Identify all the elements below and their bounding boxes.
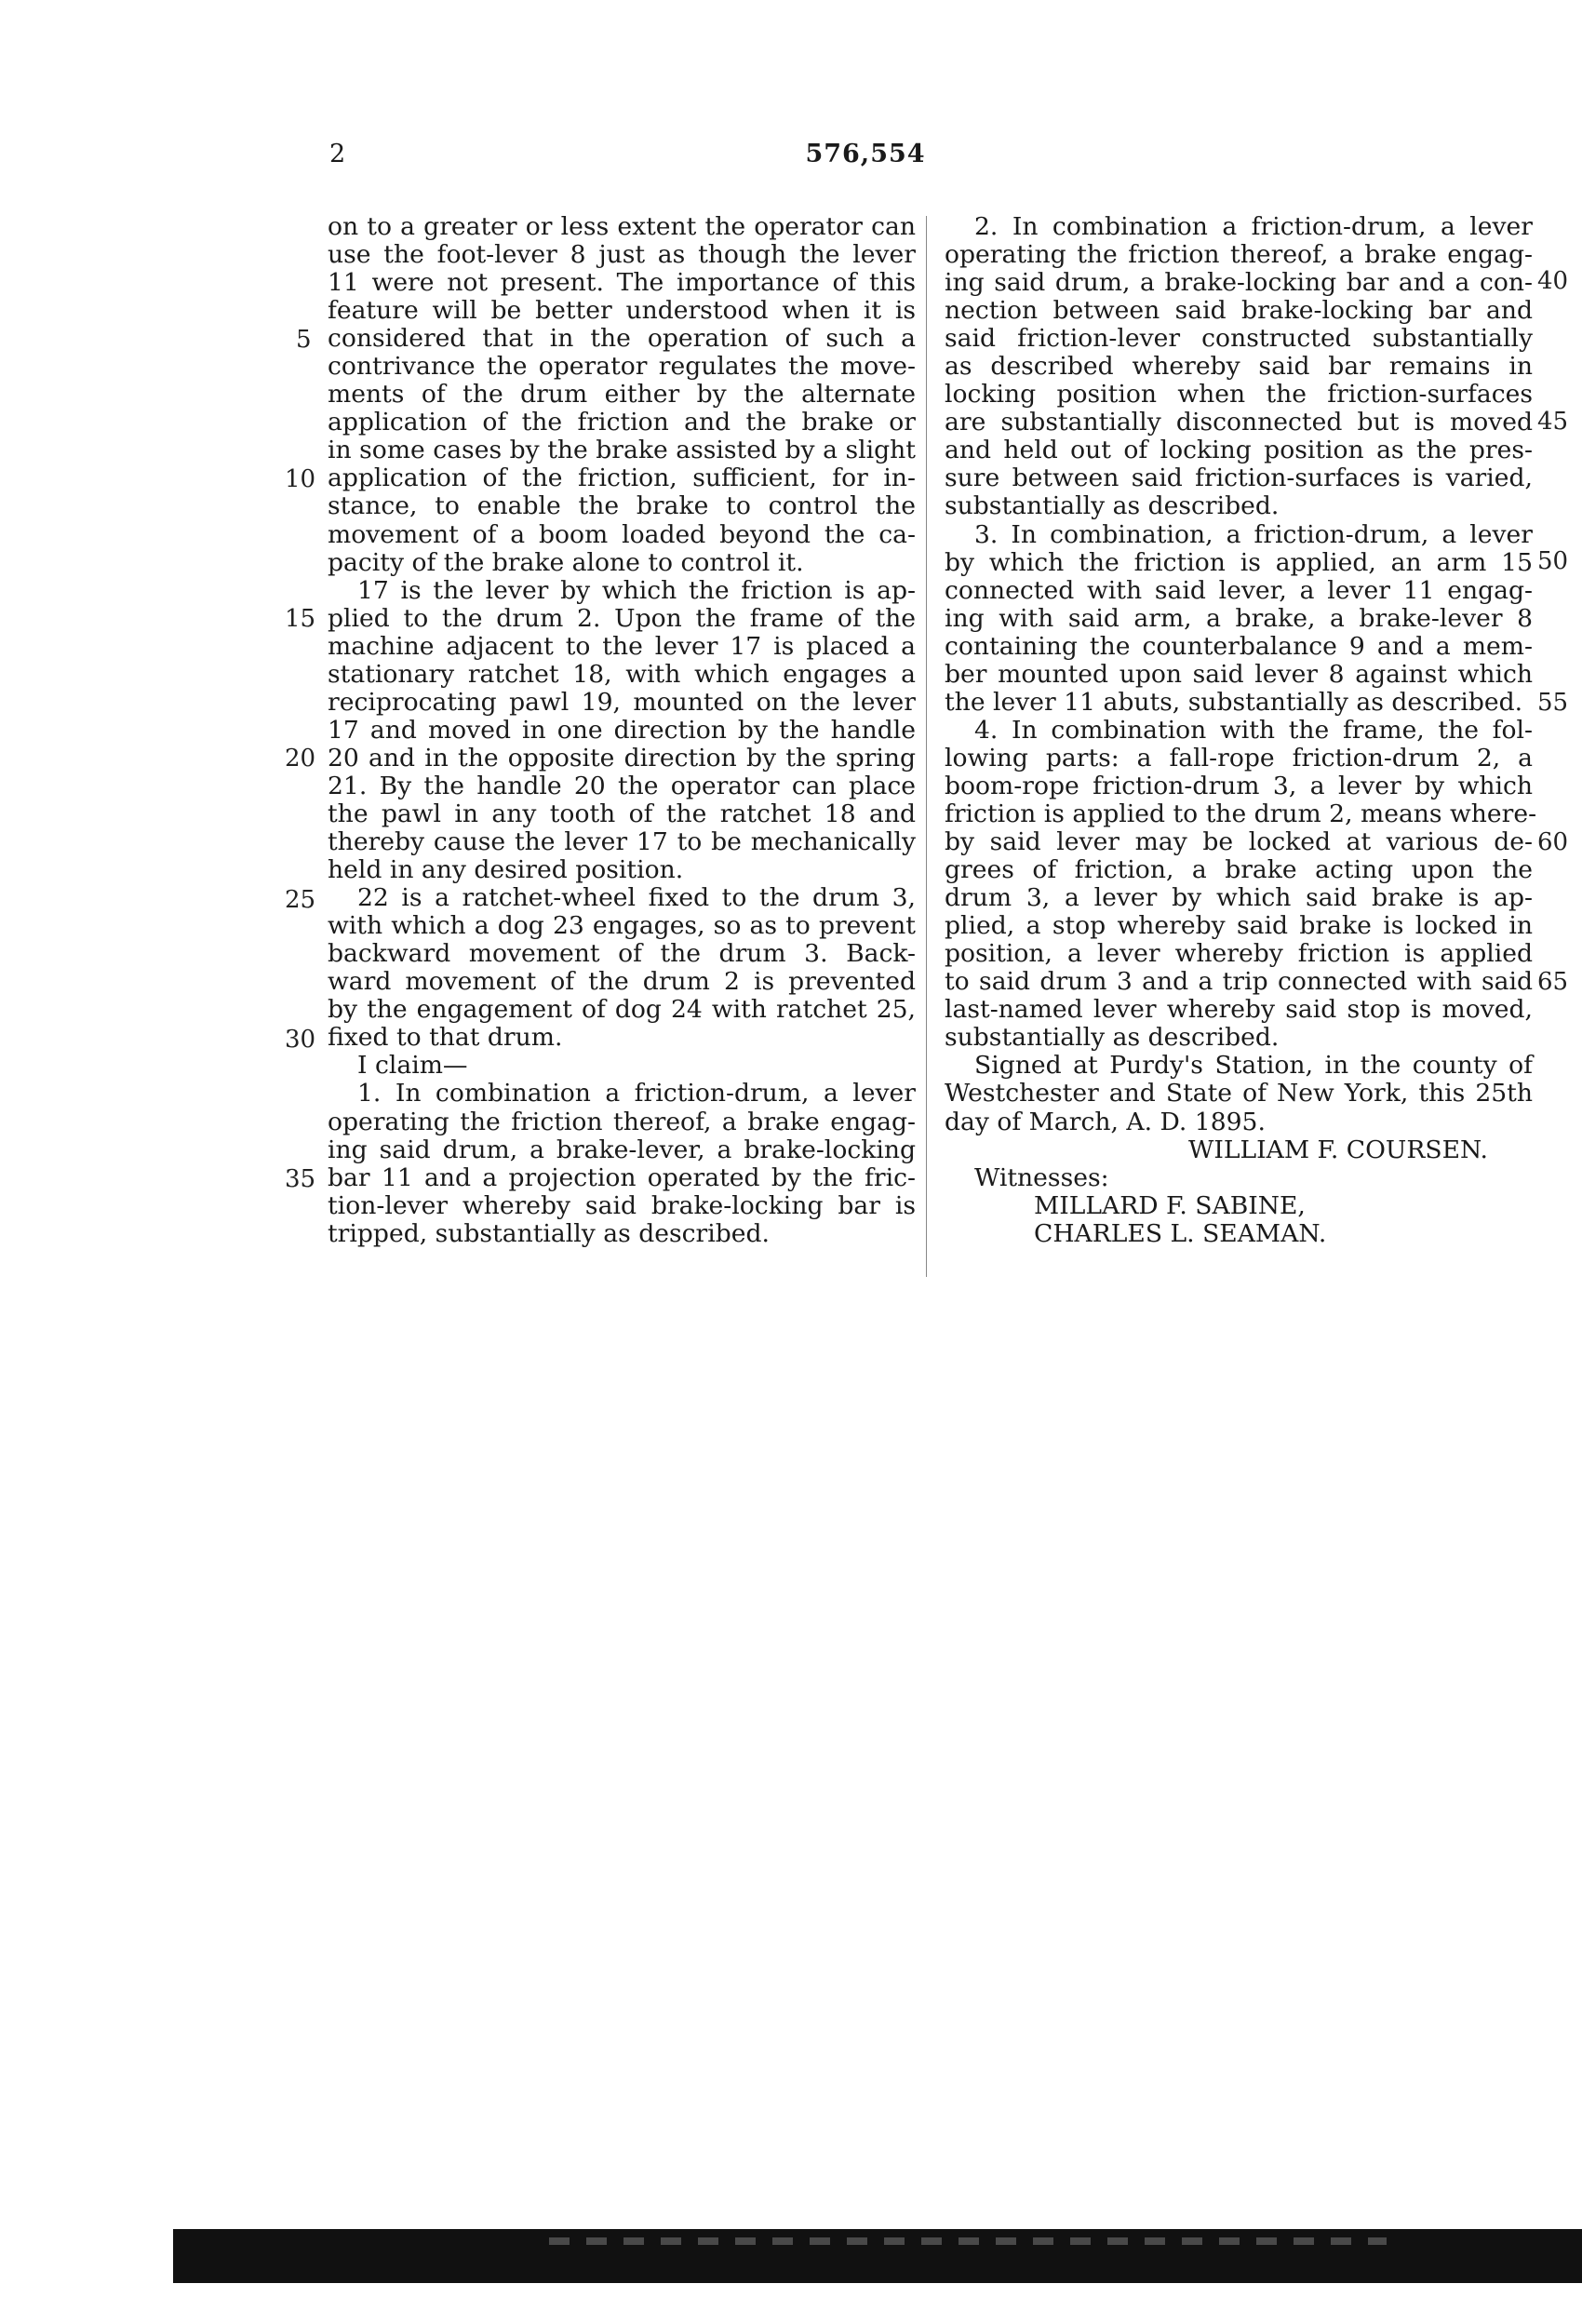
text-line: day of March, A. D. 1895. bbox=[945, 1107, 1266, 1136]
text-line: by which the friction is applied, an arm 15 bbox=[945, 547, 1533, 577]
text-line: use the foot-lever 8 just as though the lever bbox=[328, 240, 916, 270]
witnesses-label: Witnesses: bbox=[974, 1162, 1109, 1192]
line-number: 60 bbox=[1537, 828, 1569, 856]
text-line: position, a lever whereby friction is applied bbox=[945, 939, 1533, 969]
text-line: ing said drum, a brake-lever, a brake-locking bbox=[328, 1135, 916, 1164]
text-line: to said drum 3 and a trip connected with said bbox=[945, 967, 1533, 997]
text-line: as described whereby said bar remains in bbox=[945, 352, 1533, 382]
text-line: reciprocating pawl 19, mounted on the lever bbox=[328, 687, 916, 717]
text-line: 2. In combination a friction-drum, a lever bbox=[974, 212, 1533, 241]
text-line: 11 were not present. The importance of this bbox=[328, 268, 916, 298]
text-line: movement of a boom loaded beyond the ca- bbox=[328, 519, 916, 549]
text-line: nection between said brake-locking bar and bbox=[945, 296, 1533, 326]
text-line: last-named lever whereby said stop is moved, bbox=[945, 995, 1533, 1025]
text-line: ber mounted upon said lever 8 against which bbox=[945, 659, 1533, 689]
text-line: sure between said friction-surfaces is varied, bbox=[945, 463, 1533, 493]
line-number: 65 bbox=[1537, 968, 1569, 996]
text-line: connected with said lever, a lever 11 engag- bbox=[945, 575, 1533, 605]
text-line: Signed at Purdy's Station, in the county of bbox=[974, 1051, 1533, 1081]
text-line: and held out of locking position as the pres- bbox=[945, 436, 1533, 465]
text-line: the pawl in any tooth of the ratchet 18 and bbox=[328, 799, 916, 828]
text-line: bar 11 and a projection operated by the fric- bbox=[328, 1162, 916, 1192]
text-line: are substantially disconnected but is moved bbox=[945, 408, 1533, 437]
text-line: 17 and moved in one direction by the handle bbox=[328, 715, 916, 745]
text-line: ing with said arm, a brake, a brake-lever 8 bbox=[945, 603, 1533, 633]
text-line: 1. In combination a friction-drum, a lever bbox=[357, 1079, 916, 1108]
text-line: backward movement of the drum 3. Back- bbox=[328, 939, 916, 969]
text-line: 17 is the lever by which the friction is ap- bbox=[357, 575, 916, 605]
text-line: contrivance the operator regulates the move- bbox=[328, 352, 916, 382]
text-line: 20 and in the opposite direction by the spring bbox=[328, 743, 916, 772]
line-number: 20 bbox=[285, 745, 316, 772]
text-line: stationary ratchet 18, with which engages a bbox=[328, 659, 916, 689]
text-line: ments of the drum either by the alternate bbox=[328, 380, 916, 410]
text-line: pacity of the brake alone to control it. bbox=[328, 547, 804, 577]
text-line: by said lever may be locked at various de- bbox=[945, 827, 1533, 857]
signature: WILLIAM F. COURSEN. bbox=[1188, 1135, 1489, 1164]
left-column bbox=[328, 213, 916, 1248]
text-line: I claim— bbox=[357, 1051, 468, 1081]
text-line: containing the counterbalance 9 and a mem- bbox=[945, 631, 1533, 661]
text-line: friction is applied to the drum 2, means where- bbox=[945, 799, 1537, 828]
text-line: plied to the drum 2. Upon the frame of the bbox=[328, 603, 916, 633]
text-line: plied, a stop whereby said brake is locked in bbox=[945, 911, 1533, 941]
line-number: 55 bbox=[1537, 689, 1569, 717]
text-line: tripped, substantially as described. bbox=[328, 1218, 770, 1248]
line-number: 35 bbox=[285, 1165, 316, 1193]
text-line: application of the friction, sufficient, for in- bbox=[328, 463, 916, 493]
scan-border-texture bbox=[549, 2237, 1387, 2245]
line-number: 40 bbox=[1537, 267, 1569, 295]
text-line: with which a dog 23 engages, so as to prevent bbox=[328, 911, 916, 941]
text-line: considered that in the operation of such a bbox=[328, 324, 916, 354]
line-number: 10 bbox=[285, 465, 316, 493]
text-line: ing said drum, a brake-locking bar and a con- bbox=[945, 268, 1533, 298]
text-line: feature will be better understood when it is bbox=[328, 296, 916, 326]
text-line: 22 is a ratchet-wheel fixed to the drum 3, bbox=[357, 883, 916, 913]
text-line: boom-rope friction-drum 3, a lever by which bbox=[945, 771, 1533, 800]
text-line: operating the friction thereof, a brake engag- bbox=[328, 1107, 916, 1136]
text-line: said friction-lever constructed substantially bbox=[945, 324, 1533, 354]
witness-name: MILLARD F. SABINE, bbox=[1034, 1190, 1306, 1220]
right-column bbox=[945, 212, 1537, 1248]
text-line: 21. By the handle 20 the operator can place bbox=[328, 771, 916, 800]
line-number: 15 bbox=[285, 605, 316, 633]
text-line: substantially as described. bbox=[945, 1023, 1280, 1053]
line-number: 25 bbox=[285, 886, 316, 914]
text-line: stance, to enable the brake to control the bbox=[328, 491, 916, 521]
text-line: on to a greater or less extent the operator can bbox=[328, 212, 916, 241]
line-number: 45 bbox=[1537, 408, 1569, 436]
text-line: thereby cause the lever 17 to be mechanically bbox=[328, 827, 916, 857]
text-line: operating the friction thereof, a brake engag- bbox=[945, 240, 1533, 270]
text-line: fixed to that drum. bbox=[328, 1023, 563, 1053]
text-line: 3. In combination, a friction-drum, a lever bbox=[974, 519, 1533, 549]
text-line: drum 3, a lever by which said brake is ap- bbox=[945, 883, 1533, 913]
witness-name: CHARLES L. SEAMAN. bbox=[1034, 1218, 1327, 1248]
page-number: 2 bbox=[329, 140, 346, 168]
patent-number: 576,554 bbox=[805, 140, 926, 168]
text-line: tion-lever whereby said brake-locking bar is bbox=[328, 1190, 916, 1220]
line-number: 30 bbox=[285, 1026, 316, 1054]
column-divider bbox=[926, 216, 927, 1277]
text-line: machine adjacent to the lever 17 is placed a bbox=[328, 631, 916, 661]
text-line: application of the friction and the brake or bbox=[328, 408, 916, 437]
line-number: 5 bbox=[296, 326, 312, 354]
text-line: by the engagement of dog 24 with ratchet 25, bbox=[328, 995, 916, 1025]
line-number: 50 bbox=[1537, 547, 1569, 575]
text-line: substantially as described. bbox=[945, 491, 1280, 521]
text-line: held in any desired position. bbox=[328, 855, 684, 885]
text-line: locking position when the friction-surfaces bbox=[945, 380, 1533, 410]
text-line: Westchester and State of New York, this 25th bbox=[945, 1079, 1533, 1108]
text-line: the lever 11 abuts, substantially as described. bbox=[945, 687, 1523, 717]
text-line: lowing parts: a fall-rope friction-drum 2, a bbox=[945, 743, 1533, 772]
text-line: ward movement of the drum 2 is prevented bbox=[328, 967, 916, 997]
text-line: 4. In combination with the frame, the fol- bbox=[974, 715, 1533, 745]
text-line: grees of friction, a brake acting upon the bbox=[945, 855, 1533, 885]
text-line: in some cases by the brake assisted by a slight bbox=[328, 436, 916, 465]
